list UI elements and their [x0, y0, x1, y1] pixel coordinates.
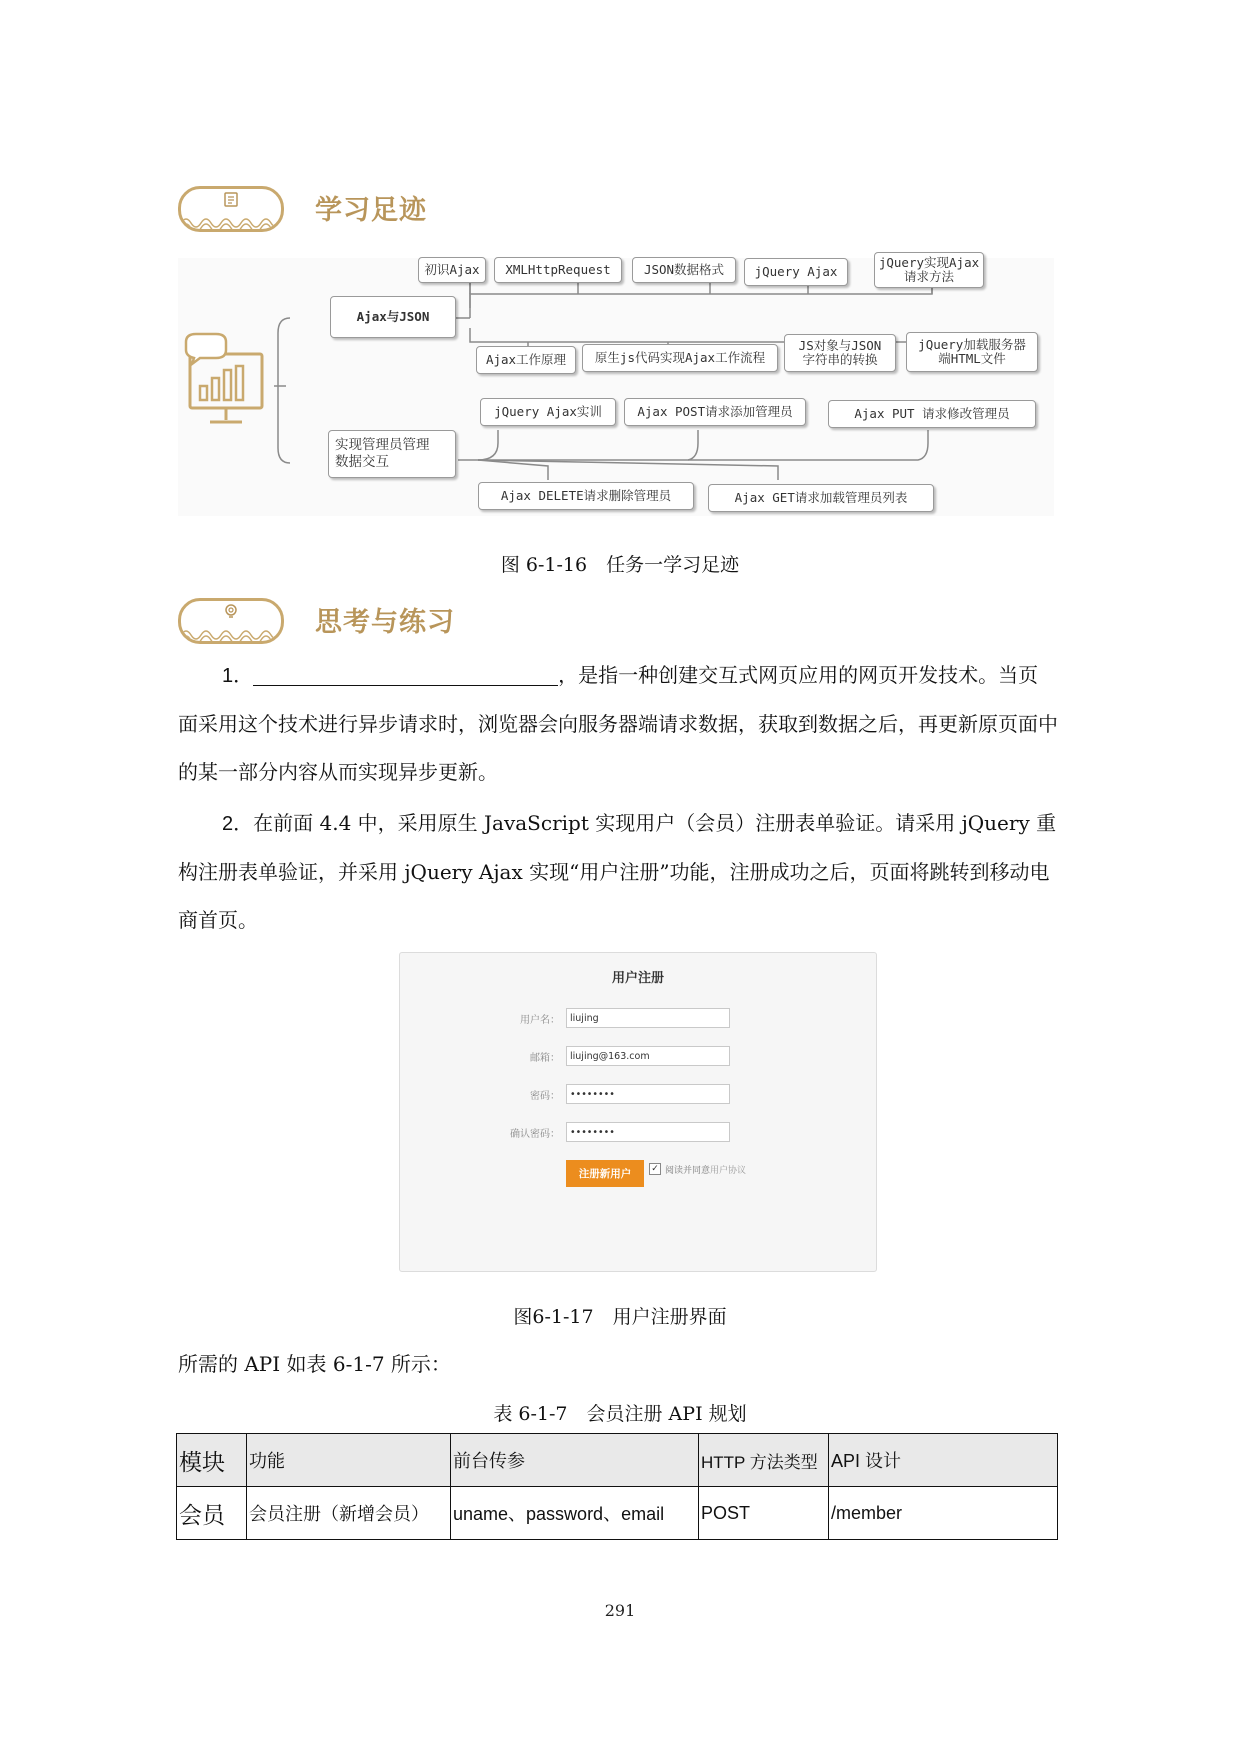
email-label: 邮箱： [530, 1053, 560, 1064]
agree-checkbox[interactable] [649, 1163, 661, 1175]
document-icon [224, 192, 238, 207]
node-jquery-ajax-methods: jQuery实现Ajax 请求方法 [874, 252, 984, 288]
api-table [176, 1433, 1058, 1540]
register-button[interactable]: 注册新用户 [566, 1160, 644, 1187]
mind-map-connectors [178, 258, 1054, 516]
table-cell: /member [829, 1487, 1058, 1540]
wave-pattern-icon [181, 213, 281, 229]
table-row [177, 1487, 1058, 1540]
table-caption-6-1-7: 表 6-1-7 会员注册 API 规划 [493, 1403, 747, 1425]
section-badge-footprint [178, 186, 284, 232]
username-input[interactable]: liujing [566, 1008, 730, 1028]
table-header-cell: 功能 [247, 1434, 451, 1487]
question-1 [178, 651, 1058, 796]
mind-map [178, 255, 1054, 516]
node-admin-data: 实现管理员管理 数据交互 [328, 430, 456, 478]
section-badge-practice [178, 598, 284, 644]
agree-text [665, 1163, 746, 1176]
page-number: 291 [604, 1601, 636, 1620]
node-ajax-put: Ajax PUT 请求修改管理员 [828, 400, 1036, 428]
node-ajax-delete: Ajax DELETE请求删除管理员 [478, 482, 694, 510]
node-ajax-json: Ajax与JSON [330, 296, 456, 338]
node-ajax-get: Ajax GET请求加载管理员列表 [708, 484, 934, 512]
agree-label: 阅读并同意 [665, 1166, 711, 1176]
api-intro: 所需的 API 如表 6-1-7 所示： [178, 1352, 451, 1376]
section-title-practice: 思考与练习 [315, 607, 455, 638]
node-ajax-principle: Ajax工作原理 [476, 346, 576, 374]
table-cell: 会员 [177, 1487, 247, 1540]
email-input[interactable]: liujing@163.com [566, 1046, 730, 1066]
node-ajax-post: Ajax POST请求添加管理员 [624, 398, 806, 426]
confirm-password-label: 确认密码： [510, 1129, 560, 1140]
figure-caption-6-1-16: 图 6-1-16 任务一学习足迹 [500, 554, 740, 576]
question-2-text: 在前面 4.4 中，采用原生 JavaScript 实现用户（会员）注册表单验证。请采用 jQuery 重构注册表单验证，并采用 jQuery Ajax 实现“用户注册”功能，注册成功之后，页面将跳转到移动电商首页。 [178, 811, 1057, 932]
confirm-password-input[interactable]: •••••••• [566, 1122, 730, 1142]
question-2-number: 2． [222, 813, 254, 835]
node-json-format: JSON数据格式 [632, 257, 736, 283]
node-jquery-ajax: jQuery Ajax [744, 258, 848, 286]
table-header-cell: HTTP 方法类型 [699, 1434, 829, 1487]
password-input[interactable]: •••••••• [566, 1084, 730, 1104]
presentation-chart-icon [182, 332, 272, 432]
table-cell: POST [699, 1487, 829, 1540]
table-cell: uname、password、email [451, 1487, 699, 1540]
user-agreement-link[interactable]: 用户协议 [710, 1166, 747, 1176]
table-header-cell: 前台传参 [451, 1434, 699, 1487]
username-label: 用户名： [520, 1015, 560, 1026]
node-native-js-ajax: 原生js代码实现Ajax工作流程 [582, 344, 778, 372]
fill-in-blank [253, 661, 558, 686]
checkmark-icon: ✓ [651, 1164, 659, 1174]
question-2 [178, 799, 1058, 944]
node-intro-ajax: 初识Ajax [418, 257, 486, 283]
lightbulb-icon [224, 604, 238, 619]
register-form-title: 用户注册 [611, 971, 664, 986]
node-jquery-load-html: jQuery加载服务器 端HTML文件 [906, 332, 1038, 372]
table-cell: 会员注册（新增会员） [247, 1487, 451, 1540]
table-header-cell: API 设计 [829, 1434, 1058, 1487]
question-1-text: ，是指一种创建交互式网页应用的网页开发技术。当页面采用这个技术进行异步请求时，浏览器会向服务器端请求数据，获取到数据之后，再更新原页面中的某一部分内容从而实现异步更新。 [178, 663, 1058, 784]
section-title-footprint: 学习足迹 [315, 195, 427, 226]
table-header-cell: 模块 [177, 1434, 247, 1487]
password-label: 密码： [530, 1091, 560, 1102]
register-screenshot [399, 952, 877, 1272]
node-xmlhttprequest: XMLHttpRequest [494, 257, 622, 283]
table-header-row [177, 1434, 1058, 1487]
node-jquery-ajax-train: jQuery Ajax实训 [480, 398, 616, 426]
figure-caption-6-1-17: 图6-1-17 用户注册界面 [513, 1306, 727, 1328]
question-1-number: 1． [222, 665, 254, 687]
node-js-json-convert: JS对象与JSON 字符串的转换 [784, 334, 896, 372]
wave-pattern-icon [181, 625, 281, 641]
